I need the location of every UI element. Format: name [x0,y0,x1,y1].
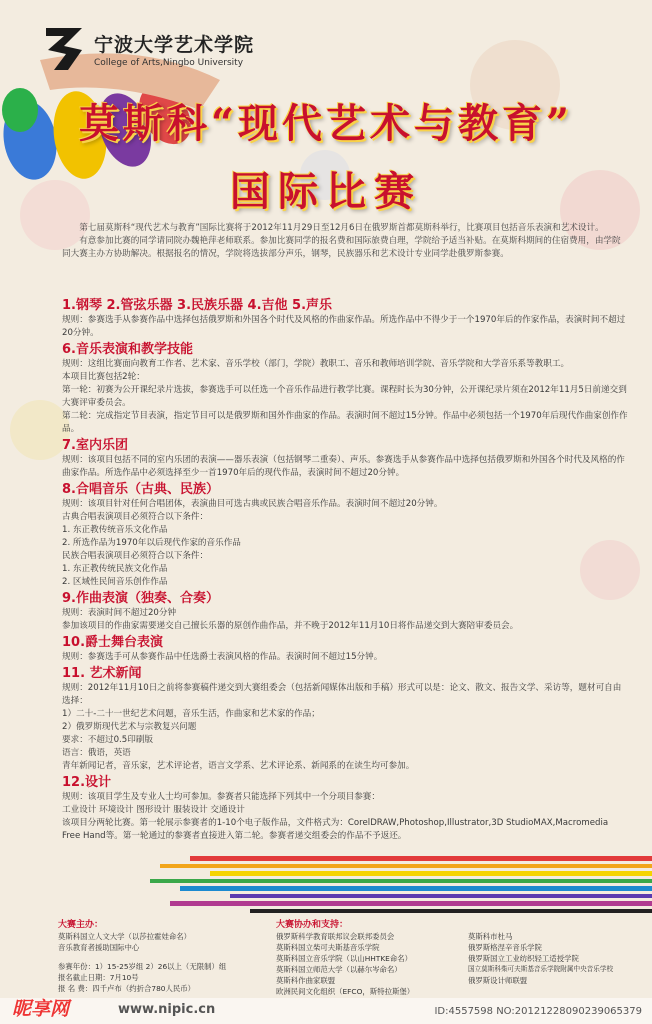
section-text: 2. 区域性民间音乐创作作品 [62,577,168,587]
section-text: 第一轮：初赛为公开课纪录片选拔，参赛选手可以任选一个音乐作品进行教学比赛。课程时长为30分钟，公开课纪录片须在2012年11月5日前递交到大赛评审委员会。 [62,385,627,408]
section-text: 规则：参赛选手可从参赛作品中任选爵士表演风格的作品。表演时间不超过15分钟。 [62,652,383,662]
support-line: 俄罗斯科学教育联邦议会联邦委员会 [276,932,395,941]
color-stripes-decoration [150,852,652,922]
page-title-line1: 莫斯科“现代艺术与教育” [78,100,573,147]
section-text: 第二轮：完成指定节目表演，指定节目可以是俄罗斯和国外作曲家的作品。表演时间不超过15分钟。作品中必须包括一个1970年后现代作曲家创作作品。 [62,411,628,434]
section-text: 要求：不超过0.5印刷版 [62,735,154,745]
section-text: 青年新闻记者，音乐家，艺术评论者，语言文学系、艺术评论系、新闻系的在读生均可参加。 [62,761,415,771]
support-line: 莫斯科国立音乐学院（以山HHTKE命名） [276,954,413,963]
section-text: 规则：2012年11月10日之前将参赛稿件递交到大赛组委会（包括新闻媒体出版和手稿）形式可以是：论文、散文、报告文学、采访等，题材可自由选择： [62,683,622,706]
host-line: 音乐教育者援助国际中心 [58,943,140,952]
support-line: 欧洲民间文化组织（EFCO，斯特拉斯堡） [276,987,415,996]
support-line: 莫斯科国立师范大学（以赫尔岑命名） [276,965,402,974]
section-text: 1. 东正教传统民族文化作品 [62,564,168,574]
section-text: 规则：表演时间不超过20分钟 [62,608,177,618]
section-heading: 12.设计 [62,775,112,790]
section-text: 2. 所选作品为1970年以后现代作家的音乐作品 [62,538,241,548]
section-heading: 8.合唱音乐（古典、民族） [62,482,219,497]
watermark-url: www.nipic.cn [118,1002,216,1017]
section-heading: 6.音乐表演和教学技能 [62,342,193,357]
info-line: 参赛年份：1）15-25岁组 2）26以上（无限制）组 [58,962,227,971]
intro-paragraph: 有意参加比赛的同学请同院办魏艳萍老师联系。参加比赛同学的报名费和国际旅费自理，学院给予适当补贴。在莫斯科期间的住宿费用，由学院同大赛主办方协助解决。根据报名的情况，学院将选拔部分声乐，钢琴，民族器乐和艺术设计专业同学赴俄罗斯参赛。 [62,236,621,259]
section-heading: 11. 艺术新闻 [62,666,142,681]
support-line: 国立莫斯科柴可夫斯基音乐学院附属中央音乐学校 [468,965,614,973]
section-text: 规则：参赛选手从参赛作品中选择包括俄罗斯和外国各个时代及风格的作曲家作品。所选作品中不得少于一个1970年后的作家作品，表演时间不超过20分钟。 [62,315,626,338]
host-line: 莫斯科国立人文大学（以莎拉霍娃命名） [58,932,192,941]
section-text: 参加该项目的作曲家需要递交自己擅长乐器的原创作曲作品，并不晚于2012年11月10日将作品递交到大赛陪审委员会。 [62,621,519,631]
section-text: 语言：俄语，英语 [62,748,131,758]
college-name-en: College of Arts,Ningbo University [94,58,244,68]
section-text: 民族合唱表演项目必须符合以下条件： [62,551,209,561]
support-line: 俄罗斯设计师联盟 [468,976,528,985]
support-line: 俄罗斯国立工业纺织轻工适授学院 [468,954,579,963]
section-text: 规则：该项目包括不同的室内乐团的表演——器乐表演（包括钢琴二重奏）、声乐。参赛选手从参赛作品中选择包括俄罗斯和外国各个时代及风格的作曲家作品。所选作品中必须选择至少一首1970年后的现代作品，表演时间不超过20分钟。 [62,455,625,478]
competition-sections [62,296,628,843]
page-title-line2: 国际比赛 [230,168,422,215]
support-line: 莫斯科作曲家联盟 [276,976,336,985]
section-text: 本项目比赛包括2轮： [62,372,145,382]
section-text: 规则：该项目学生及专业人士均可参加。参赛者只能选择下列其中一个分项目参赛： [62,792,380,802]
watermark-logo: 昵享网 [12,998,70,1020]
watermark-bar [0,998,652,1024]
section-heading: 1.钢琴 2.管弦乐器 3.民族乐器 4.吉他 5.声乐 [62,298,333,313]
section-text: 1）二十-二十一世纪艺术问题，音乐生活，作曲家和艺术家的作品； [62,709,320,719]
section-text: 该项目分两轮比赛。第一轮展示参赛者的1-10个电子版作品，文件格式为：CorelDRAW,Photoshop,Illustrator,3D StudioMAX,Macromedia Free Hand等。第一轮通过的参赛者直接进入第二轮。参赛者递交组委会的作品不予返还。 [62,818,609,841]
support-line: 俄罗斯格涅辛音乐学院 [468,943,542,952]
section-text: 工业设计 环境设计 图形设计 服装设计 交通设计 [62,805,245,815]
info-line: 报 名 费：四千卢布（约折合780人民币） [58,984,196,993]
section-heading: 9.作曲表演（独奏、合奏） [62,591,219,606]
section-heading: 10.爵士舞台表演 [62,635,164,650]
paint-splash [10,400,70,460]
support-heading: 大赛协办和支持： [276,920,349,930]
section-text: 2）俄罗斯现代艺术与宗教复兴问题 [62,722,197,732]
intro-paragraph: 第七届莫斯科“现代艺术与教育”国际比赛将于2012年11月29日至12月6日在俄罗斯首都莫斯科举行，比赛项目包括音乐表演和艺术设计。 [79,223,604,233]
support-line: 莫斯科国立柴可夫斯基音乐学院 [276,943,380,952]
info-line: 报名截止日期：7月10号 [58,973,139,982]
section-text: 规则：这组比赛面向教育工作者、艺术家、音乐学校（部门，学院）教职工、音乐和教师培训学院、音乐学院和大学音乐系等教职工。 [62,359,570,369]
intro-text [62,222,624,261]
section-text: 古典合唱表演项目必须符合以下条件： [62,512,209,522]
section-text: 规则：该项目针对任何合唱团体，表演曲目可选古典或民族合唱音乐作品。表演时间不超过20分钟。 [62,499,443,509]
section-heading: 7.室内乐团 [62,438,128,453]
host-heading: 大赛主办： [58,920,104,930]
college-name-cn: 宁波大学艺术学院 [94,34,255,56]
section-text: 1. 东正教传统音乐文化作品 [62,525,168,535]
support-line: 莫斯科市杜马 [468,932,513,941]
college-logo [42,24,254,74]
college-emblem-icon [42,24,88,74]
watermark-id: ID:4557598 NO:20121228090239065379 [434,1006,642,1017]
